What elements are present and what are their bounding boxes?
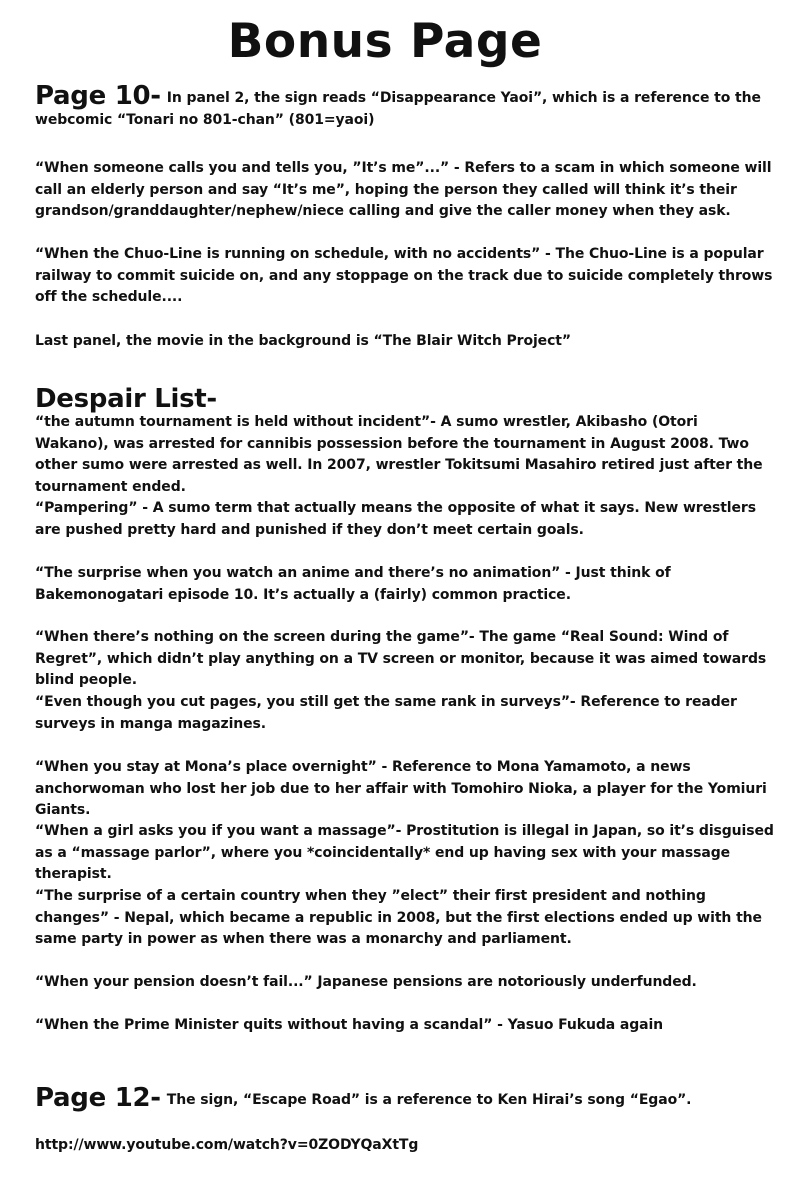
youtube-link[interactable]: http://www.youtube.com/watch?v=0ZODYQaXtTg [35, 1137, 419, 1153]
page10-note: Last panel, the movie in the background is “The Blair Witch Project” [35, 333, 571, 349]
page10-note: “When the Chuo-Line is running on schedule, with no accidents” - The Chuo-Line is a popular railway to commit suicide on, and any stoppage on the track due to suicide completely throws off the schedule.... [35, 246, 773, 305]
page12-heading: Page 12- [35, 1083, 161, 1113]
despair-list-item: “When you stay at Mona’s place overnight” - Reference to Mona Yamamoto, a news anchorwoman who lost her job due to her affair with Tomohiro Nioka, a player for the Yomiuri Giants. [35, 759, 767, 818]
despair-list-item: “When the Prime Minister quits without having a scandal” - Yasuo Fukuda again [35, 1017, 664, 1033]
page12-intro-block [35, 1083, 775, 1113]
despair-list-item: “The surprise when you watch an anime and there’s no animation” - Just think of Bakemonogatari episode 10. It’s actually a (fairly) common practice. [35, 565, 671, 603]
despair-list-item: “When your pension doesn’t fail...” Japanese pensions are notoriously underfunded. [35, 974, 697, 990]
page-title: Bonus Page [227, 14, 543, 69]
page12-intro-text: The sign, “Escape Road” is a reference to Ken Hirai’s song “Egao”. [166, 1092, 692, 1108]
despair-list-heading: Despair List- [35, 384, 217, 414]
despair-list-item: “The surprise of a certain country when they ”elect” their first president and nothing changes” - Nepal, which became a republic in 2008, but the first elections ended up with the same party in power as when there was a monarchy and parliament. [35, 888, 762, 947]
despair-list-item: “Pampering” - A sumo term that actually means the opposite of what it says. New wrestlers are pushed pretty hard and punished if they don’t meet certain goals. [35, 500, 756, 538]
page10-note: “When someone calls you and tells you, ”It’s me”...” - Refers to a scam in which someone will call an elderly person and say “It’s me”, hoping the person they called will think it’s their grandson/granddaughter/nephew/niece calling and give the caller money when they ask. [35, 160, 772, 219]
despair-list-item: “When there’s nothing on the screen during the game”- The game “Real Sound: Wind of Regret”, which didn’t play anything on a TV screen or monitor, because it was aimed towards blind people. [35, 629, 767, 688]
despair-list-item: “Even though you cut pages, you still get the same rank in surveys”- Reference to reader surveys in manga magazines. [35, 694, 737, 732]
page10-heading: Page 10- [35, 81, 161, 111]
despair-list-item: “When a girl asks you if you want a massage”- Prostitution is illegal in Japan, so it’s disguised as a “massage parlor”, where you *coincidentally* end up having sex with your massage therapist. [35, 823, 774, 882]
despair-list-item: “the autumn tournament is held without incident”- A sumo wrestler, Akibasho (Otori Wakano), was arrested for cannibis possession before the tournament in August 2008. Two other sumo were arrested as well. In 2007, wrestler Tokitsumi Masahiro retired just after the tournament ended. [35, 414, 763, 495]
page10-intro-block [35, 81, 775, 131]
page10-intro-text: In panel 2, the sign reads “Disappearance Yaoi”, which is a reference to the webcomic “Tonari no 801-chan” (801=yaoi) [35, 90, 761, 128]
